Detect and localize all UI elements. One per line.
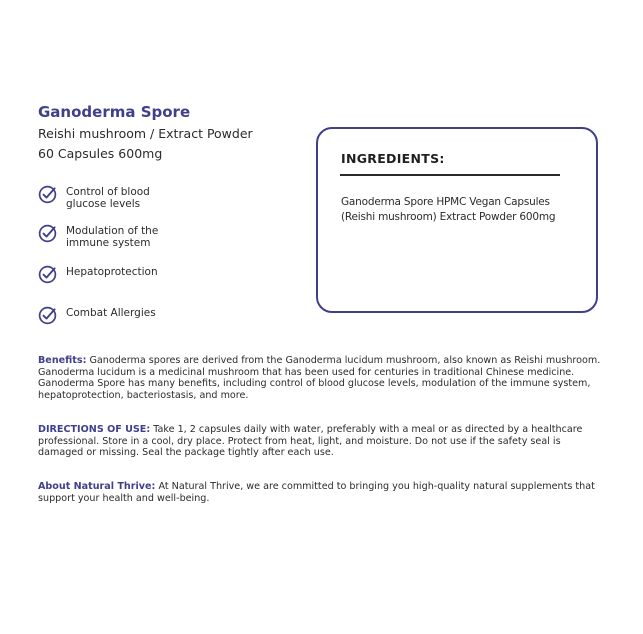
benefits-paragraph [38, 355, 606, 401]
directions-paragraph [38, 424, 606, 459]
benefit-label: Hepatoprotection [66, 266, 158, 278]
benefit-item [38, 306, 156, 325]
benefits-lead: Benefits: [38, 355, 87, 366]
ingredients-divider [340, 174, 560, 176]
check-circle-icon [38, 265, 57, 284]
directions-lead: DIRECTIONS OF USE: [38, 424, 151, 435]
about-text: At Natural Thrive, we are committed to bringing you high-quality natural supplements that support your health and well-being. [38, 481, 595, 504]
check-circle-icon [38, 306, 57, 325]
check-circle-icon [38, 185, 57, 204]
ingredients-title: INGREDIENTS: [341, 151, 445, 166]
product-subtitle: Reishi mushroom / Extract Powder [38, 126, 253, 141]
benefit-item [38, 185, 186, 210]
benefit-label: Modulation of the immune system [66, 225, 159, 249]
ingredients-box [316, 127, 598, 313]
product-quantity: 60 Capsules 600mg [38, 146, 163, 161]
about-paragraph [38, 481, 606, 504]
benefit-item [38, 265, 158, 284]
benefit-label: Control of blood glucose levels [66, 186, 150, 210]
about-lead: About Natural Thrive: [38, 481, 156, 492]
ingredients-text: Ganoderma Spore HPMC Vegan Capsules (Reishi mushroom) Extract Powder 600mg [341, 196, 556, 223]
benefit-label: Combat Allergies [66, 307, 156, 319]
benefits-text: Ganoderma spores are derived from the Ganoderma lucidum mushroom, also known as Reishi mushroom. Ganoderma lucidum is a medicinal mushroom that has been used for centuries in traditional Chinese medicine. Ganoderma Spore has many benefits, including control of blood glucose levels, modulation of the immune system, hepatoprotection, bacteriostasis, and more. [38, 355, 601, 401]
benefit-item [38, 224, 186, 249]
directions-text: Take 1, 2 capsules daily with water, preferably with a meal or as directed by a healthcare professional. Store in a cool, dry place. Protect from heat, light, and moisture. Do not use if the safety seal is damaged or missing. Seal the package tightly after each use. [38, 424, 583, 459]
check-circle-icon [38, 224, 57, 243]
product-title: Ganoderma Spore [38, 103, 191, 121]
